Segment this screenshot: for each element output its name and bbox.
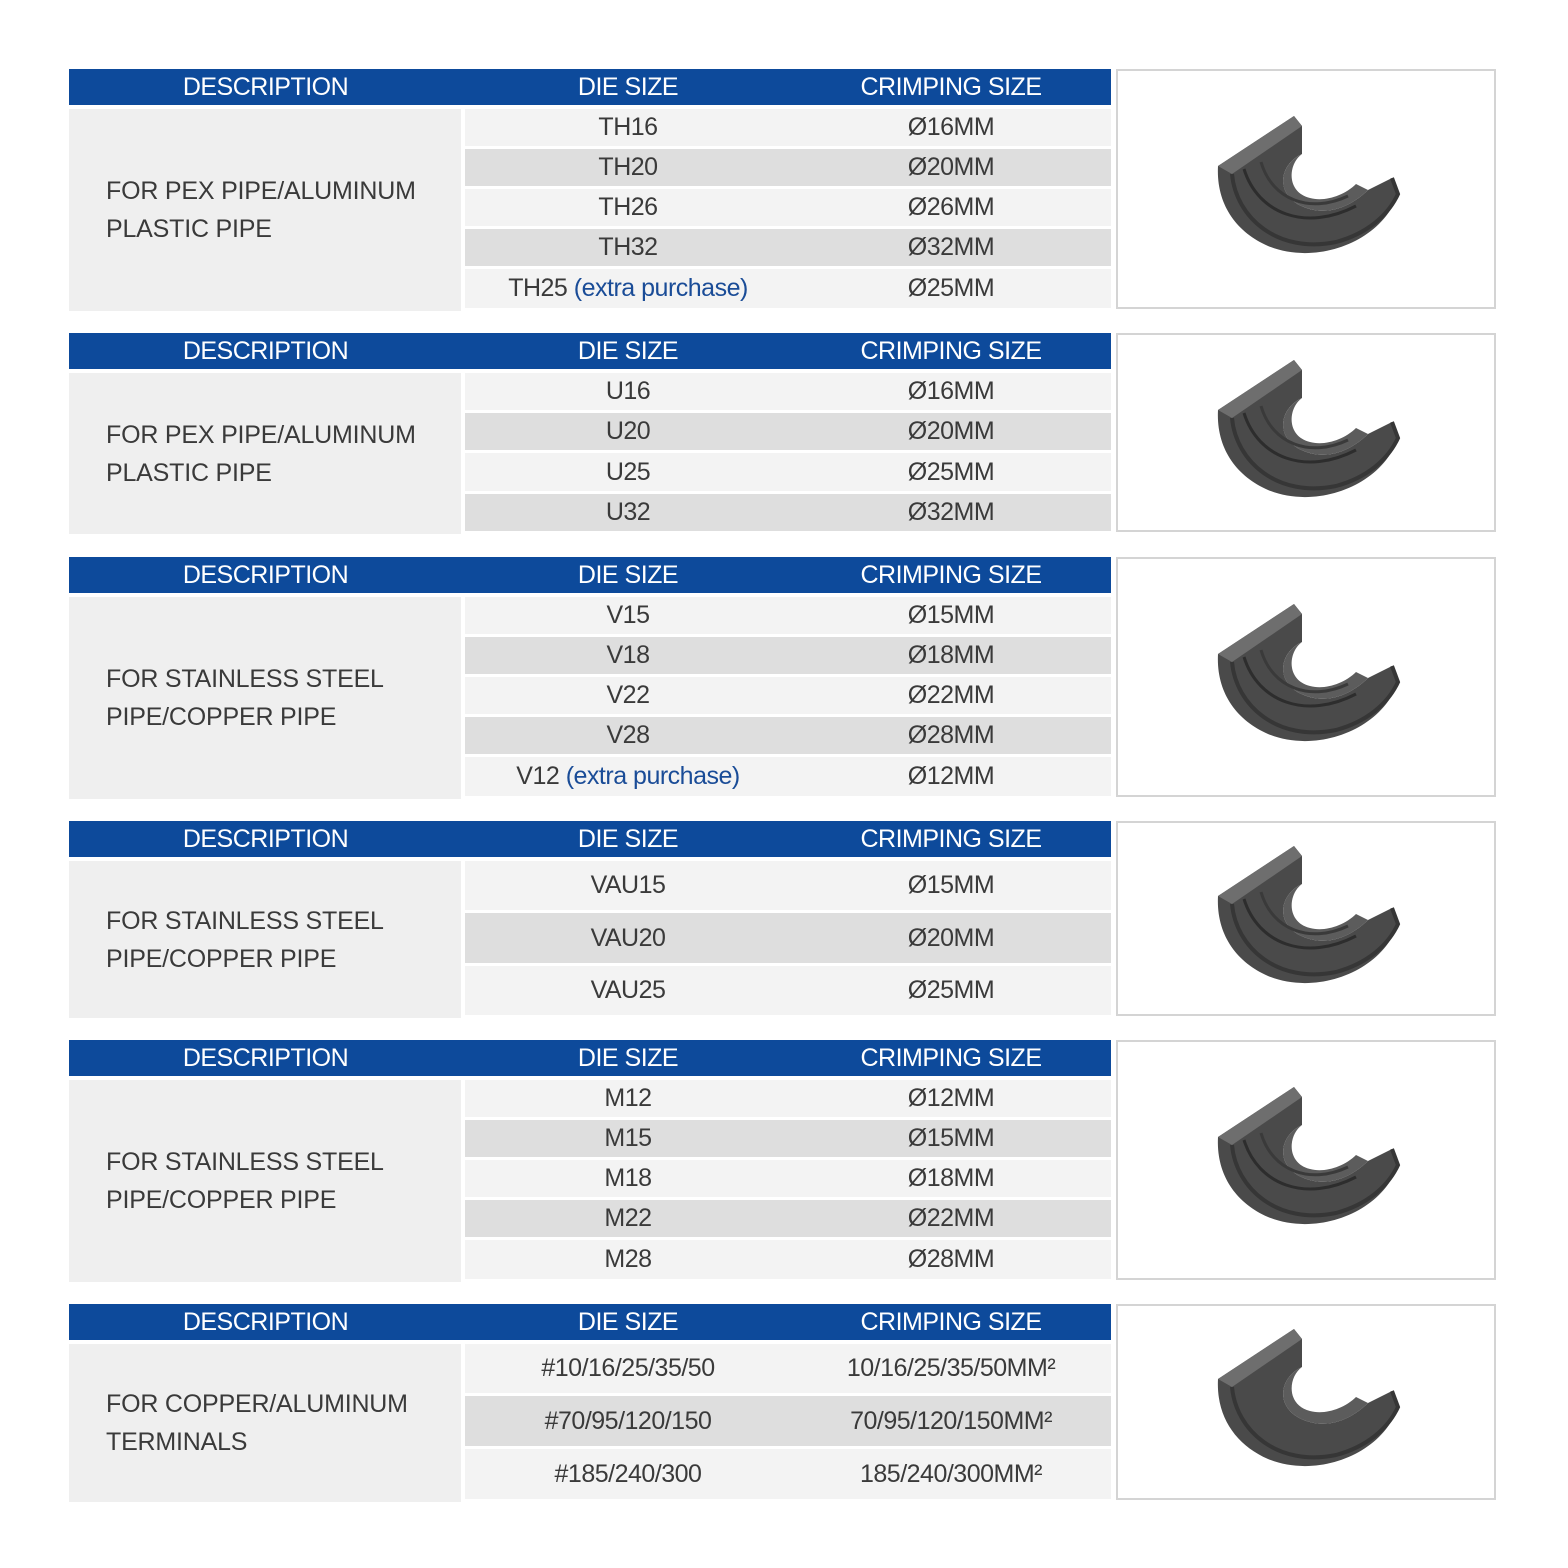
header-crimping-size: CRIMPING SIZE [860,337,1042,365]
die-size-cell [465,269,791,308]
table-row [465,861,1111,910]
table-row [465,453,1111,491]
die-size-cell [465,229,791,266]
die-size-value: U25 [605,458,651,486]
die-size-value: TH16 [598,113,658,141]
die-size-cell [465,1160,791,1197]
header-die-size: DIE SIZE [577,1308,679,1336]
die-size-value: #10/16/25/35/50 [541,1354,715,1382]
die-size-cell [465,373,791,410]
table-row [465,597,1111,634]
die-size-cell [465,109,791,146]
die-size-value: VAU15 [590,871,666,899]
crimping-die-terminal-icon [1206,1327,1406,1477]
extra-purchase-note: (extra purchase) [565,762,740,790]
die-size-cell [465,757,791,796]
die-size-cell [465,1396,791,1446]
table-row [465,637,1111,674]
description-text: FOR PEX PIPE/ALUMINUM PLASTIC PIPE [106,420,416,487]
crimping-die-m-icon [1206,1085,1406,1235]
description-cell [69,1080,461,1282]
table-row [465,717,1111,754]
crimping-size-value: Ø15MM [907,1124,995,1152]
die-size-cell [465,1240,791,1279]
header-die-size: DIE SIZE [577,337,679,365]
header-crimping-size: CRIMPING SIZE [860,1044,1042,1072]
description-text: FOR STAINLESS STEEL PIPE/COPPER PIPE [106,1148,384,1214]
table-row [465,1449,1111,1499]
die-size-value: M18 [604,1164,652,1192]
die-size-value: VAU20 [590,924,666,952]
die-table [69,333,1498,534]
die-size-cell [465,189,791,226]
die-size-cell [465,149,791,186]
table-row [465,373,1111,410]
die-size-value: TH26 [598,193,658,221]
crimping-die-u-icon [1206,358,1406,508]
crimping-size-value: Ø26MM [907,193,995,221]
header-description: DESCRIPTION [182,337,349,365]
crimping-size-value: Ø20MM [907,924,995,952]
crimping-size-value: Ø25MM [907,976,995,1004]
die-image-box [1116,821,1496,1016]
description-cell [69,373,461,534]
die-size-cell [465,677,791,714]
crimping-size-value: Ø15MM [907,601,995,629]
description-cell [69,861,461,1018]
crimping-size-value: Ø20MM [907,417,995,445]
table-row [465,269,1111,308]
crimping-size-value: Ø28MM [907,721,995,749]
die-size-cell [465,597,791,634]
die-size-value: TH32 [598,233,658,261]
die-table [69,821,1498,1018]
die-size-cell [465,1200,791,1237]
table-header [69,557,1111,593]
table-header [69,333,1111,369]
header-die-size: DIE SIZE [577,825,679,853]
crimping-die-v-icon [1206,602,1406,752]
table-row [465,1160,1111,1197]
description-cell [69,597,461,799]
die-size-value: M15 [604,1124,652,1152]
crimping-size-value: Ø25MM [907,458,995,486]
die-size-value: TH25 [508,274,568,302]
table-row [465,677,1111,714]
die-size-cell [465,717,791,754]
header-description: DESCRIPTION [182,561,349,589]
die-table [69,69,1498,311]
crimping-size-value: Ø28MM [907,1245,995,1273]
die-image-box [1116,1040,1496,1280]
crimping-size-value: Ø18MM [907,641,995,669]
crimping-size-value: Ø16MM [907,113,995,141]
table-row [465,1200,1111,1237]
table-header [69,1040,1111,1076]
crimping-die-vau-icon [1206,844,1406,994]
crimping-size-value: Ø16MM [907,377,995,405]
crimping-size-value: Ø32MM [907,498,995,526]
die-table [69,1304,1498,1502]
die-image-box [1116,69,1496,309]
die-table [69,557,1498,799]
die-image-box [1116,557,1496,797]
table-row [465,494,1111,531]
crimping-size-value: Ø22MM [907,681,995,709]
die-size-cell [465,913,791,963]
die-size-cell [465,1080,791,1117]
die-image-box [1116,1304,1496,1500]
die-table [69,1040,1498,1282]
die-size-value: M28 [604,1245,652,1273]
description-text: FOR COPPER/ALUMINUM TERMINALS [106,1390,408,1456]
die-size-cell [465,1344,791,1393]
table-row [465,757,1111,796]
table-header [69,821,1111,857]
header-die-size: DIE SIZE [577,73,679,101]
crimping-size-value: Ø32MM [907,233,995,261]
table-row [465,413,1111,450]
die-size-cell [465,494,791,531]
die-size-value: VAU25 [590,976,666,1004]
die-size-cell [465,413,791,450]
header-description: DESCRIPTION [182,1044,349,1072]
die-size-value: V12 [516,762,560,790]
die-size-value: #185/240/300 [554,1460,702,1488]
crimping-size-value: Ø12MM [907,1084,995,1112]
die-size-cell [465,861,791,910]
die-size-value: TH20 [598,153,658,181]
table-header [69,1304,1111,1340]
table-row [465,1344,1111,1393]
header-description: DESCRIPTION [182,73,349,101]
die-size-value: V18 [606,641,650,669]
description-text: FOR STAINLESS STEEL PIPE/COPPER PIPE [106,906,384,973]
die-size-value: M12 [604,1084,652,1112]
table-row [465,1396,1111,1446]
die-size-cell [465,966,791,1015]
die-size-value: #70/95/120/150 [544,1407,712,1435]
table-row [465,149,1111,186]
header-description: DESCRIPTION [182,825,349,853]
description-text: FOR PEX PIPE/ALUMINUM PLASTIC PIPE [106,177,416,243]
die-size-value: U16 [605,377,651,405]
crimping-size-value: Ø15MM [907,871,995,899]
header-crimping-size: CRIMPING SIZE [860,1308,1042,1336]
die-image-box [1116,333,1496,532]
crimping-size-value: Ø12MM [907,762,995,790]
die-size-value: U32 [605,498,651,526]
header-crimping-size: CRIMPING SIZE [860,73,1042,101]
table-row [465,913,1111,963]
description-cell [69,1344,461,1502]
die-size-value: M22 [604,1204,652,1232]
die-size-value: V15 [606,601,650,629]
die-size-value: V22 [606,681,650,709]
crimping-size-value: 70/95/120/150MM² [850,1407,1052,1435]
table-row [465,966,1111,1015]
table-row [465,109,1111,146]
die-size-cell [465,1449,791,1499]
crimping-size-value: 185/240/300MM² [859,1460,1042,1488]
crimping-size-value: Ø20MM [907,153,995,181]
die-size-cell [465,1120,791,1157]
table-row [465,189,1111,226]
header-crimping-size: CRIMPING SIZE [860,825,1042,853]
table-header [69,69,1111,105]
die-size-cell [465,637,791,674]
header-die-size: DIE SIZE [577,561,679,589]
description-text: FOR STAINLESS STEEL PIPE/COPPER PIPE [106,665,384,731]
crimping-size-value: Ø22MM [907,1204,995,1232]
table-row [465,1240,1111,1279]
crimping-size-value: Ø18MM [907,1164,995,1192]
die-size-cell [465,453,791,491]
description-cell [69,109,461,311]
crimping-die-th-icon [1206,114,1406,264]
crimping-size-value: Ø25MM [907,274,995,302]
die-size-value: U20 [605,417,651,445]
table-row [465,1080,1111,1117]
header-die-size: DIE SIZE [577,1044,679,1072]
table-row [465,229,1111,266]
die-size-value: V28 [606,721,650,749]
table-row [465,1120,1111,1157]
header-description: DESCRIPTION [182,1308,349,1336]
extra-purchase-note: (extra purchase) [573,274,748,302]
header-crimping-size: CRIMPING SIZE [860,561,1042,589]
crimping-size-value: 10/16/25/35/50MM² [846,1354,1056,1382]
